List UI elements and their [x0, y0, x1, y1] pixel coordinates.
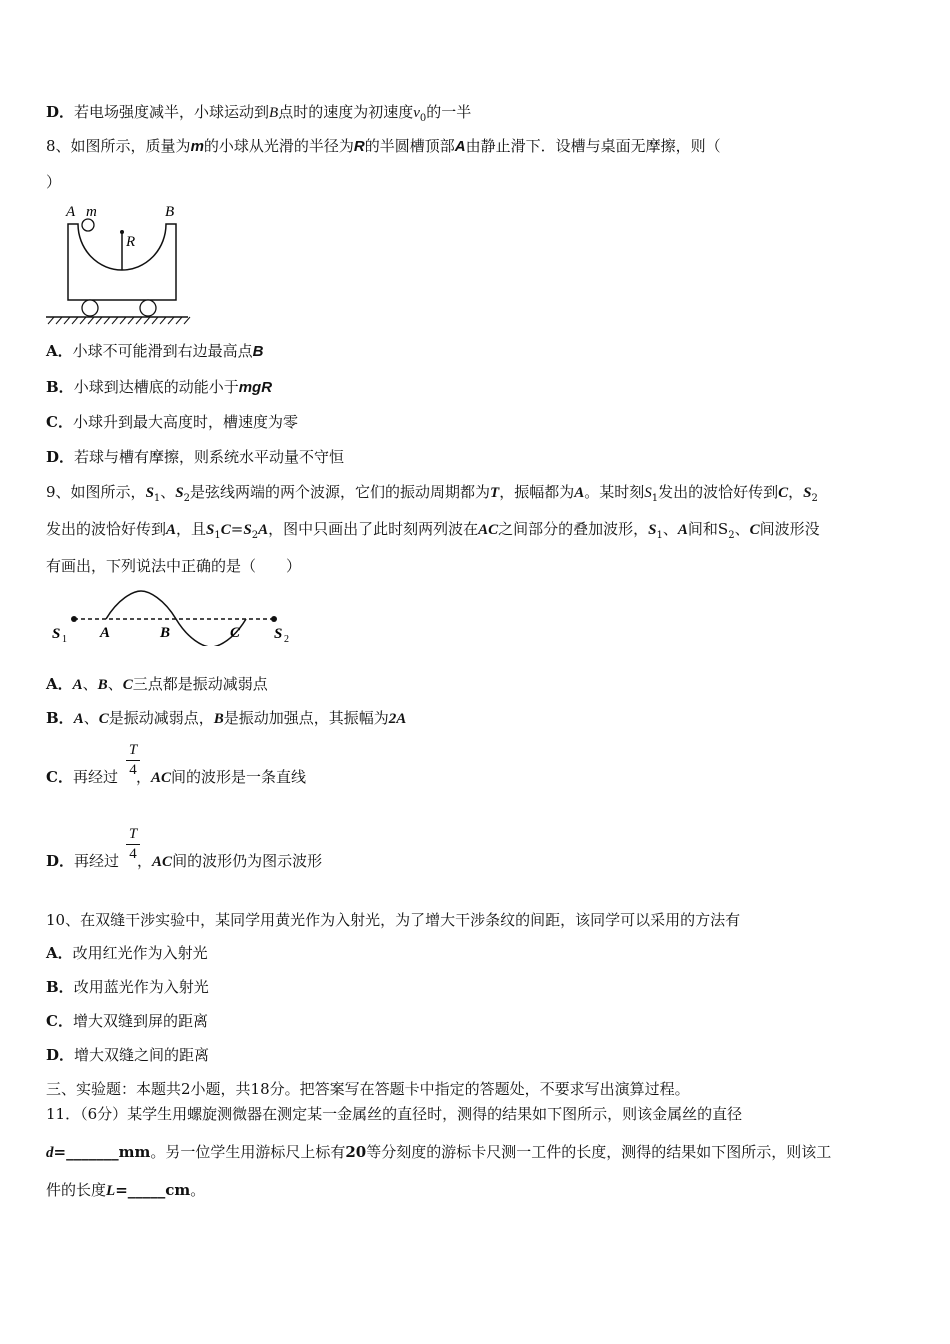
option-label: D． — [46, 1046, 75, 1064]
option-text: 再经过 — [72, 768, 118, 786]
var-v: v — [413, 105, 420, 121]
q9-stem-line1 — [46, 482, 818, 509]
var-b: B — [97, 677, 108, 693]
label-a: A — [66, 204, 76, 220]
var-m: m — [190, 138, 204, 155]
sep: 、 — [734, 520, 750, 538]
q9-option-a — [46, 674, 268, 695]
var-c: C — [778, 485, 789, 501]
sub-1: 1 — [651, 493, 659, 504]
sep: 、 — [662, 520, 678, 538]
q9-option-c — [46, 767, 306, 788]
comma: ， — [137, 852, 153, 870]
var-c: C — [98, 711, 109, 727]
option-text: 增大双缝之间的距离 — [74, 1046, 210, 1064]
var-b: B — [213, 711, 224, 727]
t1: 。另一位学生用游标尺上标有 — [150, 1143, 346, 1161]
label-b: B — [160, 625, 171, 641]
question-number: 8、 — [46, 137, 71, 155]
question-number: 9、 — [46, 483, 71, 501]
label-s1: S — [52, 626, 61, 642]
t2: 等分刻度的游标卡尺测一工件的长度，测得的结果如下图所示，则该工 — [366, 1143, 832, 1161]
option-label: A． — [46, 944, 73, 962]
q10-option-d — [46, 1045, 209, 1065]
var-s: S — [717, 520, 729, 538]
var-ac: AC — [150, 770, 171, 786]
var-a: A — [454, 138, 466, 155]
sub-2: 2 — [183, 493, 191, 504]
sep: 、 — [107, 675, 123, 693]
var-a: A — [73, 711, 84, 727]
option-text: 小球到达槽底的动能小于 — [73, 378, 239, 396]
t1: 如图所示， — [70, 483, 146, 501]
amplitude-value: 2A — [388, 711, 407, 727]
t4: 。某时刻 — [584, 483, 645, 501]
q11-line2 — [46, 1142, 831, 1163]
t2: ，且 — [176, 520, 207, 538]
option-text-2: 点时的速度为初速度 — [278, 103, 414, 121]
label-s1-sub: 1 — [62, 634, 67, 645]
var-c: C — [122, 677, 133, 693]
unit-cm: cm — [165, 1181, 191, 1199]
source-s1-dot — [71, 616, 77, 622]
wheel-right — [140, 300, 156, 316]
var-s: S — [644, 485, 652, 501]
t5: 间和 — [687, 520, 718, 538]
option-label: C． — [46, 413, 73, 431]
q9-option-b — [46, 708, 406, 729]
fraction-numerator: T — [128, 826, 138, 842]
number-20: 20 — [345, 1143, 367, 1161]
option-text-2: 间的波形是一条直线 — [171, 768, 307, 786]
eq: = — [230, 520, 244, 538]
t4: 之间部分的叠加波形， — [498, 520, 649, 538]
t5: 发出的波恰好传到 — [658, 483, 779, 501]
option-text-2: 间的波形仍为图示波形 — [172, 852, 323, 870]
q7-option-d — [46, 102, 471, 129]
q10-stem: 10、在双缝干涉实验中，某同学用黄光作为入射光，为了增大干涉条纹的间距，该同学可以采用的方法有 — [46, 911, 741, 929]
label-c: C — [230, 625, 241, 641]
q9-option-c-fraction — [126, 742, 140, 779]
sep: 、 — [82, 675, 98, 693]
option-label: A． — [46, 675, 73, 693]
unit-mm: mm — [118, 1143, 151, 1161]
sub-2: 2 — [811, 493, 818, 504]
var-s: S — [206, 522, 215, 538]
q9-wave-figure — [48, 588, 298, 646]
sub-1: 1 — [656, 530, 663, 541]
var-d: d — [46, 1145, 54, 1161]
label-a: A — [100, 625, 111, 641]
q10-option-c — [46, 1011, 208, 1031]
sub-1: 1 — [214, 530, 221, 541]
t1: 发出的波恰好传到 — [46, 520, 167, 538]
small-ball — [82, 219, 94, 231]
option-text-3: 的一半 — [426, 103, 472, 121]
q8-option-c — [46, 412, 298, 432]
option-text: 三点都是振动减弱点 — [132, 675, 268, 693]
answer-blank-l: =_____ — [115, 1181, 166, 1199]
q9-option-d — [46, 851, 322, 872]
var-l: L — [106, 1183, 116, 1199]
option-text: 改用红光作为入射光 — [72, 944, 208, 962]
stem-text-b: 的小球从光滑的半径为 — [203, 137, 354, 155]
var-a: A — [258, 522, 269, 538]
var-r: R — [353, 138, 365, 155]
option-text: 是振动减弱点， — [108, 709, 214, 727]
option-text: 小球升到最大高度时，槽速度为零 — [72, 413, 298, 431]
sep: 、 — [83, 709, 99, 727]
sub-2: 2 — [251, 530, 259, 541]
fraction-numerator: T — [128, 742, 138, 758]
var-ac: AC — [478, 522, 499, 538]
var-c: C — [749, 522, 760, 538]
option-text: 增大双缝到屏的距离 — [72, 1012, 208, 1030]
stem-text-a: 如图所示，质量为 — [70, 137, 191, 155]
ground-hatch — [48, 317, 190, 324]
stem-text-d: 由静止滑下．设槽与桌面无摩擦，则（ — [465, 137, 721, 155]
option-text: 改用蓝光作为入射光 — [73, 978, 209, 996]
option-label: B． — [46, 978, 74, 996]
center-dot — [120, 230, 124, 234]
q8-option-a — [46, 341, 264, 362]
label-r: R — [126, 234, 136, 250]
q8-option-b — [46, 377, 272, 398]
label-m: m — [86, 204, 97, 220]
source-s2-dot — [271, 616, 277, 622]
var-a: A — [677, 522, 688, 538]
t2: 。 — [190, 1181, 206, 1199]
t3: ，图中只画出了此时刻两列波在 — [268, 520, 479, 538]
answer-blank-d: =_______ — [53, 1143, 119, 1161]
var-s: S — [648, 522, 657, 538]
label-s2: S — [274, 626, 283, 642]
option-label: C． — [46, 768, 73, 786]
option-text: 若球与槽有摩擦，则系统水平动量不守恒 — [74, 448, 345, 466]
var-a: A — [574, 485, 585, 501]
option-label: B． — [46, 709, 74, 727]
t6: 间波形没 — [759, 520, 820, 538]
wheel-left — [82, 300, 98, 316]
option-label: D． — [46, 448, 75, 466]
option-label: D． — [46, 852, 75, 870]
q11-line1: 11．（6分）某学生用螺旋测微器在测定某一金属丝的直径时，测得的结果如下图所示，则该金属丝的直径 — [46, 1105, 743, 1123]
label-s2-sub: 2 — [284, 634, 289, 645]
sub-1: 1 — [153, 493, 161, 504]
option-label: A． — [46, 342, 73, 360]
q9-stem-line3: 有画出，下列说法中正确的是（ ） — [46, 557, 302, 575]
var-mgr: mgR — [238, 379, 273, 396]
var-b: B — [269, 105, 279, 121]
t3: ，振幅都为 — [499, 483, 575, 501]
option-text: 若电场强度减半，小球运动到 — [74, 103, 270, 121]
comma: ， — [788, 483, 804, 501]
fraction-bar — [126, 760, 140, 761]
var-s: S — [803, 485, 812, 501]
q8-stem — [46, 136, 721, 157]
var-a: A — [72, 677, 83, 693]
q8-option-d — [46, 447, 344, 467]
q9-stem-line2 — [46, 519, 820, 546]
var-b: B — [252, 343, 264, 360]
var-s: S — [243, 522, 252, 538]
var-s: S — [175, 485, 184, 501]
stem-text-c: 的半圆槽顶部 — [364, 137, 455, 155]
q8-stem-close: ） — [46, 173, 62, 191]
q9-option-d-fraction — [126, 826, 140, 863]
sub-2: 2 — [728, 530, 735, 541]
section-3-heading: 三、实验题：本题共2小题，共18分。把答案写在答题卡中指定的答题处，不要求写出演算过程。 — [46, 1080, 690, 1098]
option-label: D． — [46, 103, 75, 121]
option-text: 小球不可能滑到右边最高点 — [72, 342, 253, 360]
option-text: 再经过 — [74, 852, 120, 870]
q10-option-a — [46, 943, 208, 963]
sub-0: 0 — [419, 113, 427, 124]
option-text-2: 是振动加强点，其振幅为 — [223, 709, 389, 727]
fraction-denominator: 4 — [129, 762, 137, 778]
comma: ， — [135, 768, 151, 786]
q10-option-b — [46, 977, 209, 997]
option-label: B． — [46, 378, 74, 396]
sep: 、 — [160, 483, 176, 501]
var-s: S — [145, 485, 154, 501]
fraction-bar — [126, 844, 140, 845]
var-a: A — [166, 522, 177, 538]
var-t: T — [490, 485, 500, 501]
q8-figure — [44, 198, 194, 326]
var-c: C — [220, 522, 231, 538]
t1: 件的长度 — [46, 1181, 107, 1199]
label-b: B — [165, 204, 175, 220]
q11-line3 — [46, 1180, 205, 1201]
var-ac: AC — [152, 854, 173, 870]
fraction-denominator: 4 — [129, 846, 137, 862]
t2: 是弦线两端的两个波源，它们的振动周期都为 — [190, 483, 491, 501]
option-label: C． — [46, 1012, 73, 1030]
